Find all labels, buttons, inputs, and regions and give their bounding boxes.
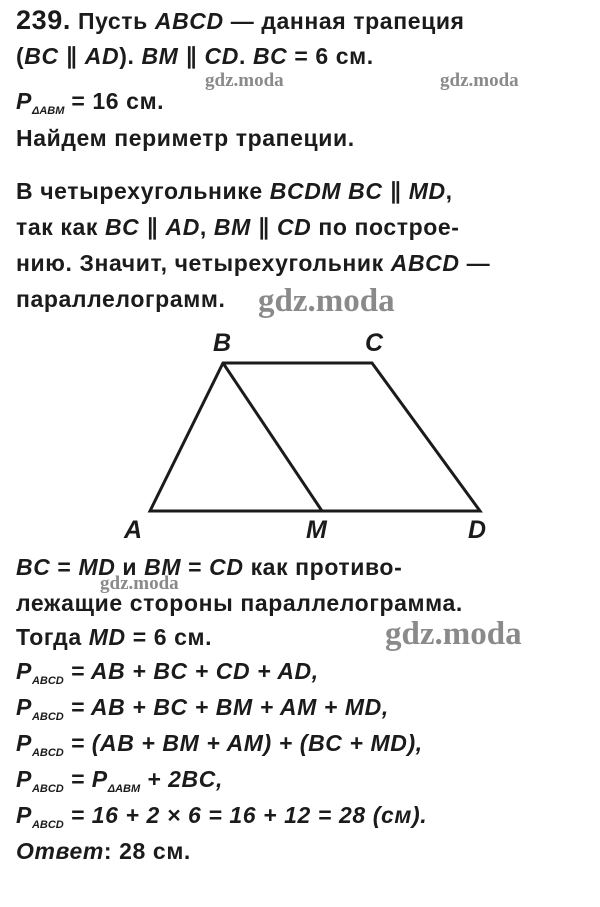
segment-bm <box>223 363 322 511</box>
text-math: ABCD <box>390 250 460 276</box>
text: ∥ <box>382 178 409 204</box>
text: ( <box>16 43 25 69</box>
text-math: BC <box>24 43 59 69</box>
answer-text: : 28 см. <box>103 838 191 864</box>
text: — <box>459 250 491 276</box>
text: ∥ <box>139 214 166 240</box>
watermark: gdz.moda <box>100 573 179 594</box>
watermark: gdz.moda <box>205 70 284 91</box>
text-math: CD <box>204 43 239 69</box>
label-a: A <box>124 516 143 544</box>
perimeter-subscript: ABCD <box>31 711 64 723</box>
equation-body: = 16 + 2 × 6 = 16 + 12 = 28 (см). <box>63 802 428 828</box>
watermark: gdz.moda <box>258 283 395 319</box>
text: = 6 см. <box>287 43 374 69</box>
text: = <box>181 554 210 580</box>
equation-body: + 2BC, <box>140 766 223 792</box>
para2-line-1 <box>16 553 402 581</box>
perimeter-symbol: P <box>16 694 32 720</box>
text: — данная трапеция <box>223 8 465 34</box>
text-math: BM <box>144 554 182 580</box>
text: Тогда <box>16 624 89 650</box>
text: параллелограмм. <box>16 286 226 312</box>
equation-body: = <box>63 766 92 792</box>
label-m: M <box>306 516 327 544</box>
text: так как <box>16 214 105 240</box>
trapezoid-outline <box>150 363 480 511</box>
perimeter-symbol: P <box>16 802 32 828</box>
watermark: gdz.moda <box>440 70 519 91</box>
text: = 16 см. <box>64 88 165 114</box>
perimeter-symbol: P <box>16 88 32 114</box>
equation-4 <box>16 765 223 803</box>
perimeter-symbol: P <box>16 658 32 684</box>
equation-body: = AB + BC + BM + AM + MD, <box>63 694 389 720</box>
text-math: MD <box>78 554 116 580</box>
answer-label: Ответ <box>16 838 104 864</box>
text-math: BM <box>213 214 251 240</box>
perimeter-subscript: ABCD <box>31 783 64 795</box>
perimeter-subscript: ΔABM <box>107 783 141 795</box>
equation-body: = (AB + BM + AM) + (BC + MD), <box>63 730 423 756</box>
text: , <box>445 178 453 204</box>
text: = <box>50 554 79 580</box>
equation-2 <box>16 693 389 731</box>
text: нию. Значит, четырехугольник <box>16 250 391 276</box>
text-math: CD <box>209 554 244 580</box>
text: по построе- <box>311 214 460 240</box>
text: Найдем периметр трапеции. <box>16 125 355 151</box>
para2-line-2 <box>16 589 463 617</box>
text-math: MD <box>408 178 446 204</box>
perimeter-symbol: P <box>16 766 32 792</box>
text: как противо- <box>243 554 403 580</box>
text: ∥ <box>178 43 205 69</box>
answer-line <box>16 837 191 865</box>
text: , <box>199 214 214 240</box>
perimeter-subscript: ΔABM <box>31 105 65 117</box>
equation-3 <box>16 729 423 767</box>
text: В четырехугольнике <box>16 178 270 204</box>
text: ). <box>119 43 142 69</box>
text-math: CD <box>276 214 312 240</box>
text-math: BC <box>16 554 51 580</box>
text-math: ABCD <box>154 8 224 34</box>
label-b: B <box>213 329 232 357</box>
watermark: gdz.moda <box>385 616 522 652</box>
para2-line-3 <box>16 623 212 651</box>
label-c: C <box>365 329 384 357</box>
equation-5 <box>16 801 427 839</box>
label-d: D <box>468 516 487 544</box>
text: лежащие стороны параллелограмма. <box>16 590 463 616</box>
text-math: BC <box>252 43 288 69</box>
text: Пусть <box>77 8 155 34</box>
problem-number: 239. <box>16 5 71 35</box>
perimeter-subscript: ABCD <box>31 747 64 759</box>
text-math: BC <box>104 214 140 240</box>
equation-1 <box>16 657 319 695</box>
perimeter-subscript: ABCD <box>31 675 64 687</box>
equation-body: = AB + BC + CD + AD, <box>63 658 319 684</box>
text: и <box>115 554 145 580</box>
perimeter-symbol: P <box>91 766 108 792</box>
text: . <box>238 43 253 69</box>
text: ∥ <box>58 43 85 69</box>
text-math: BCDM BC <box>269 178 383 204</box>
text-math: AD <box>84 43 120 69</box>
text: = 6 см. <box>125 624 213 650</box>
text-math: AD <box>165 214 200 240</box>
text-math: BM <box>141 43 179 69</box>
perimeter-subscript: ABCD <box>31 819 64 831</box>
text: ∥ <box>250 214 277 240</box>
perimeter-symbol: P <box>16 730 32 756</box>
text-math: MD <box>88 624 126 650</box>
